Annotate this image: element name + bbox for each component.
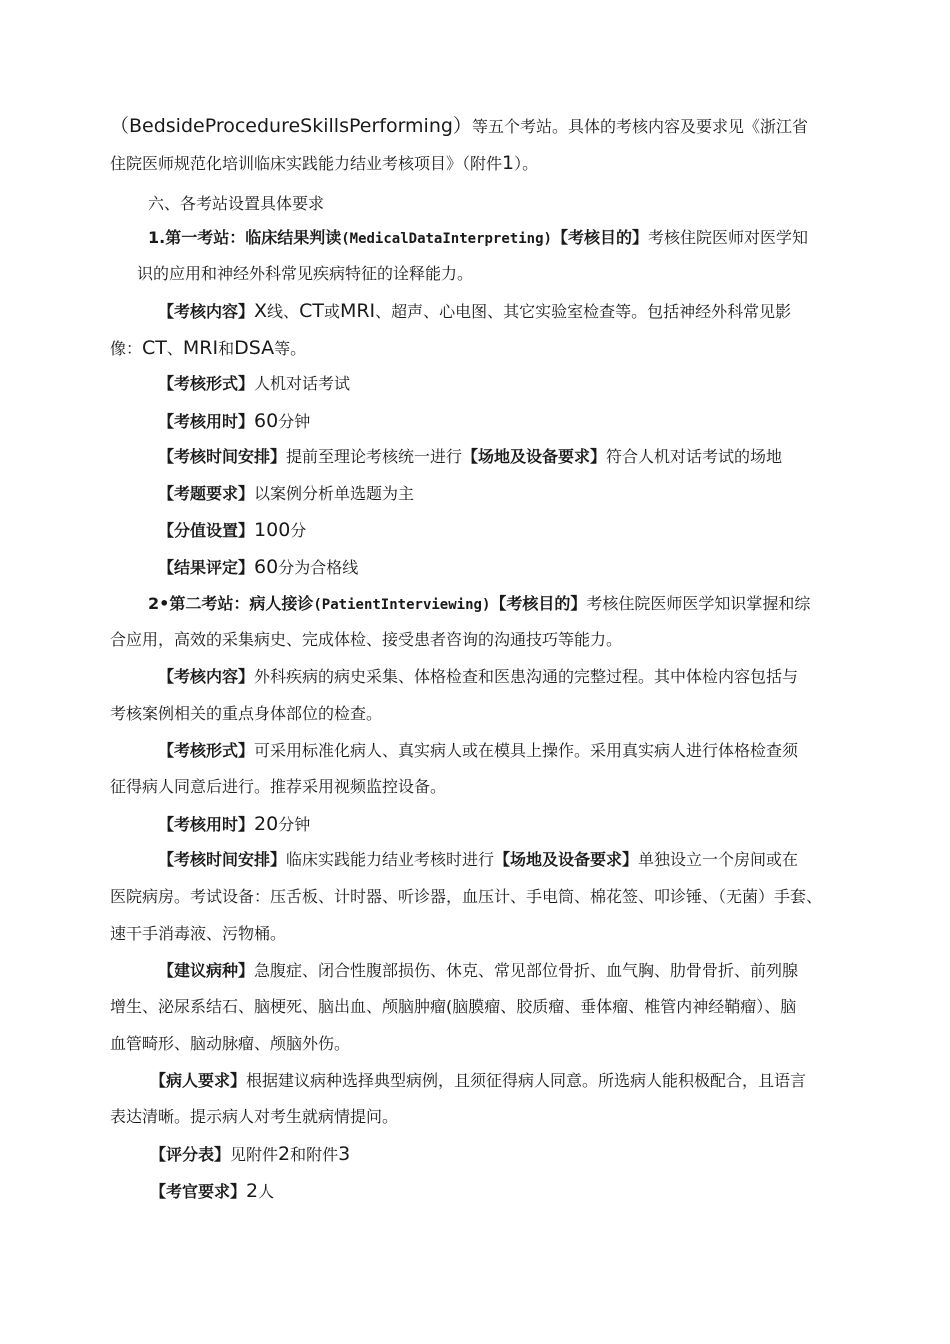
- field-label: 【结果评定】: [158, 558, 255, 577]
- text: 、超声、心电图、其它实验室检查等。包括神经外科常见影: [375, 302, 792, 321]
- field-value: 单独设立一个房间或在: [638, 850, 799, 869]
- text: 等。: [274, 339, 307, 358]
- station-title: 1.第一考站：临床结果判读: [148, 228, 342, 247]
- field-label: 【考核用时】: [158, 412, 255, 431]
- field-row: [158, 667, 798, 687]
- field-row: [158, 520, 306, 541]
- station2-title-line: [148, 594, 810, 615]
- field-value: 提前至理论考核统一进行: [286, 447, 463, 466]
- paragraph-line: [110, 924, 286, 944]
- paragraph-line: [110, 630, 622, 650]
- number: 60: [254, 410, 279, 432]
- number: 100: [254, 519, 291, 541]
- station-title: 2•第二考站：病人接诊: [148, 594, 314, 613]
- field-label: 【考官要求】: [150, 1182, 247, 1201]
- field-row: [158, 961, 798, 981]
- field-label: 【考题要求】: [158, 484, 255, 503]
- latin-term: DSA: [234, 337, 275, 359]
- latin-term: CT: [299, 300, 324, 322]
- field-row: [150, 1144, 350, 1165]
- field-value: 征得病人同意后进行。推荐采用视频监控设备。: [110, 777, 447, 796]
- field-row: [150, 1181, 274, 1202]
- paragraph-line: [110, 997, 796, 1017]
- field-row: [158, 447, 782, 467]
- field-value: 分: [290, 521, 307, 540]
- field-row: [158, 850, 798, 870]
- field-value: 分钟: [278, 412, 311, 431]
- field-label: 【建议病种】: [158, 961, 255, 980]
- field-value: 考核案例相关的重点身体部位的检查。: [110, 704, 383, 723]
- field-value: 符合人机对话考试的场地: [606, 447, 783, 466]
- text: 等五个考站。具体的考核内容及要求见《浙江省: [471, 117, 808, 136]
- text: 或: [323, 302, 340, 321]
- field-label: 【场地及设备要求】: [462, 447, 607, 466]
- field-row: [158, 814, 310, 835]
- field-label: 【考核时间安排】: [158, 850, 287, 869]
- field-value: 速干手消毒液、污物桶。: [110, 924, 287, 943]
- paragraph-line: [110, 153, 538, 174]
- field-value: 分为合格线: [278, 558, 359, 577]
- station1-title-line: [148, 228, 808, 249]
- text: 住院医师规范化培训临床实践能力结业考核项目》（附件: [110, 154, 503, 173]
- heading-text: 六、各考站设置具体要求: [148, 194, 325, 213]
- field-value: 临床实践能力结业考核时进行: [286, 850, 495, 869]
- field-value: 合应用，高效的采集病史、完成体检、接受患者咨询的沟通技巧等能力。: [110, 630, 623, 649]
- number: 3: [338, 1143, 351, 1165]
- field-value: [110, 339, 306, 358]
- field-row: [150, 1071, 806, 1091]
- latin-text: （BedsideProcedureSkillsPerforming）: [110, 115, 472, 137]
- field-label: 【考核时间安排】: [158, 447, 287, 466]
- latin-term: X: [254, 300, 268, 322]
- field-label: 【病人要求】: [150, 1071, 247, 1090]
- station-title-latin: (PatientInterviewing): [313, 597, 491, 613]
- field-value: 增生、泌尿系结石、脑梗死、脑出血、颅脑肿瘤(脑膜瘤、胶质瘤、垂体瘤、椎管内神经鞘瘤）、脑: [110, 997, 797, 1016]
- number: 2: [278, 1143, 291, 1165]
- paragraph-line: [110, 777, 446, 797]
- field-label: 【考核目的】: [551, 228, 648, 247]
- field-value: 人机对话考试: [254, 374, 351, 393]
- field-label: 【评分表】: [150, 1145, 231, 1164]
- paragraph-line: [110, 887, 822, 907]
- field-value: 外科疾病的病史采集、体格检查和医患沟通的完整过程。其中体检内容包括与: [254, 667, 799, 686]
- field-label: 【考核形式】: [158, 741, 255, 760]
- section-heading: [148, 194, 324, 214]
- field-label: 【考核用时】: [158, 815, 255, 834]
- number: 1: [502, 152, 515, 174]
- paragraph-line: [137, 264, 473, 284]
- latin-term: MRI: [182, 337, 219, 359]
- field-label: 【考核内容】: [158, 302, 255, 321]
- field-value: 表达清晰。提示病人对考生就病情提问。: [110, 1107, 399, 1126]
- field-value: 识的应用和神经外科常见疾病特征的诠释能力。: [137, 264, 474, 283]
- field-row: [158, 557, 358, 578]
- paragraph-line: [110, 116, 808, 137]
- field-label: 【分值设置】: [158, 521, 255, 540]
- field-value: 根据建议病种选择典型病例，且须征得病人同意。所选病人能积极配合，且语言: [246, 1071, 807, 1090]
- field-value: 急腹症、闭合性腹部损伤、休克、常见部位骨折、血气胸、肋骨骨折、前列腺: [254, 961, 799, 980]
- field-value: 血管畸形、脑动脉瘤、颅脑外伤。: [110, 1034, 351, 1053]
- field-value: [254, 302, 791, 321]
- paragraph-line: [110, 704, 382, 724]
- text: 像：: [110, 339, 143, 358]
- field-value: 可采用标准化病人、真实病人或在模具上操作。采用真实病人进行体格检查须: [254, 741, 799, 760]
- field-label: 【场地及设备要求】: [494, 850, 639, 869]
- field-row: [158, 411, 310, 432]
- text: 、: [166, 339, 183, 358]
- field-value: 和附件: [290, 1145, 339, 1164]
- field-label: 【考核目的】: [490, 594, 587, 613]
- field-row: [158, 484, 414, 504]
- latin-term: CT: [142, 337, 167, 359]
- field-value: 见附件: [230, 1145, 279, 1164]
- latin-term: MRI: [339, 300, 376, 322]
- number: 20: [254, 813, 279, 835]
- field-value: 以案例分析单选题为主: [254, 484, 415, 503]
- field-row: [158, 374, 350, 394]
- text: 和: [218, 339, 235, 358]
- paragraph-line: [110, 1107, 398, 1127]
- field-value: 分钟: [278, 815, 311, 834]
- text: ）。: [514, 154, 539, 173]
- field-row: [158, 741, 798, 761]
- field-label: 【考核形式】: [158, 374, 255, 393]
- station1-content-line: [158, 301, 791, 322]
- number: 2: [246, 1180, 259, 1202]
- paragraph-line: [110, 1034, 350, 1054]
- station-title-latin: (MedicalDataInterpreting): [341, 231, 552, 247]
- number: 60: [254, 556, 279, 578]
- text: 线、: [267, 302, 300, 321]
- field-value: 考核住院医师对医学知: [647, 228, 808, 247]
- paragraph-line: [110, 338, 306, 359]
- field-value: 人: [258, 1182, 275, 1201]
- field-value: 医院病房。考试设备：压舌板、计时器、听诊器，血压计、手电筒、棉花签、叩诊锤、（无菌）手套、: [110, 887, 823, 906]
- field-value: 考核住院医师医学知识掌握和综: [586, 594, 811, 613]
- field-label: 【考核内容】: [158, 667, 255, 686]
